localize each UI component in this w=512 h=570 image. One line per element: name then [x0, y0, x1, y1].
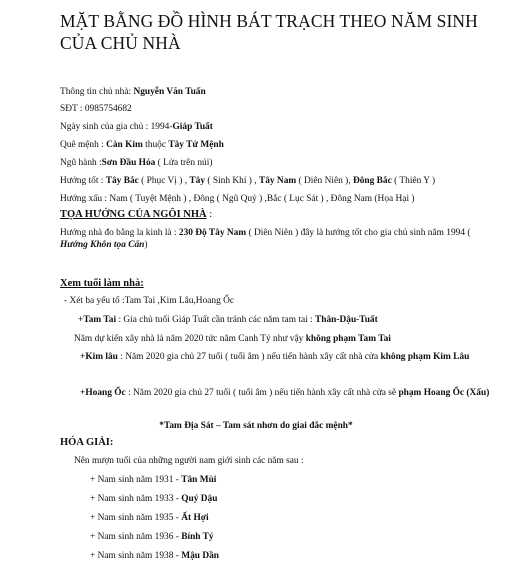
tam-tai-note: [74, 333, 391, 345]
tam-tai-label: +Tam Tai: [78, 315, 117, 325]
good-directions-line: [60, 175, 435, 187]
hoang-oc-label: +Hoang Ốc: [80, 388, 126, 398]
solution-item: [90, 512, 209, 524]
element-line: [60, 157, 212, 169]
orientation-text-3: ): [144, 240, 148, 250]
solution-item-name: Mậu Dần: [181, 551, 219, 561]
solution-item-name: Bính Tý: [181, 532, 214, 542]
bad-directions-line: Hướng xấu : Nam ( Tuyệt Mệnh ) , Đông ( Ngũ Quỷ ) ,Bắc ( Lục Sát ) , Đông Nam (Họa Hại ): [60, 194, 415, 204]
solution-item: [90, 531, 214, 543]
owner-line: [60, 86, 206, 98]
solution-item-prefix: + Nam sinh năm 1933 -: [90, 494, 182, 504]
good-dir-4: Đông Bắc: [352, 176, 392, 186]
origin-group: Tây Tứ Mệnh: [168, 140, 224, 150]
good-dir-4-note: ( Thiên Y ): [391, 176, 436, 186]
kim-lau-paragraph: [60, 351, 500, 363]
owner-name: Nguyễn Văn Tuấn: [133, 87, 206, 97]
origin-value: Càn Kim: [106, 140, 143, 150]
solution-item-prefix: + Nam sinh năm 1938 -: [90, 551, 182, 561]
kim-lau-text: : Năm 2020 gia chủ 27 tuổi ( tuổi âm ) nếu tiến hành xây cất nhà cửa: [117, 352, 381, 362]
orientation-heading-tail: :: [206, 209, 213, 220]
good-dir-1: Tây Bắc: [105, 176, 139, 186]
phone-line: [60, 103, 132, 115]
orientation-text-1: Hướng nhà đo bằng la kinh là :: [60, 228, 179, 238]
hoang-oc-result: phạm Hoang Ốc (Xấu): [398, 388, 490, 398]
orientation-paragraph: [60, 227, 490, 251]
hoang-oc-text: : Năm 2020 gia chủ 27 tuổi ( tuổi âm ) nếu tiến hành xây cất nhà cửa sẽ: [125, 388, 399, 398]
owner-label: Thông tin chủ nhà:: [60, 87, 132, 97]
good-dir-3: Tây Nam: [258, 176, 297, 186]
orientation-heading: [60, 209, 212, 221]
tam-tai-text: : Gia chủ tuổi Giáp Tuất cần tránh các năm tam tai :: [116, 315, 316, 325]
good-label: Hướng tốt :: [60, 176, 106, 186]
orientation-degree: 230 Độ Tây Nam: [178, 228, 247, 238]
solution-item-prefix: + Nam sinh năm 1931 -: [90, 475, 182, 485]
age-check-heading: [60, 278, 144, 290]
solution-item-name: Quý Dậu: [181, 494, 218, 504]
element-value: Sơn Đầu Hỏa: [101, 158, 156, 168]
solution-item: [90, 474, 216, 486]
good-dir-2-note: ( Sinh Khí ) ,: [205, 176, 259, 186]
orientation-direction: Hướng Khôn tọa Cấn: [60, 240, 145, 250]
element-note: ( Lửa trên núi): [155, 158, 213, 168]
kim-lau-result: không phạm Kim Lâu: [380, 352, 470, 362]
age-check-heading-text: Xem tuổi làm nhà:: [60, 278, 144, 289]
solution-intro: Nên mượn tuổi của những người nam giới sinh các năm sau :: [74, 456, 304, 466]
age-check-intro: - Xét ba yếu tố :Tam Tai ,Kim Lâu,Hoang Ốc: [64, 296, 235, 306]
tam-tai-years: Thân-Dậu-Tuất: [315, 315, 378, 325]
orientation-text-2: ( Diên Niên ) đây là hướng tốt cho gia chủ sinh năm 1994 (: [246, 228, 471, 238]
solution-item-prefix: + Nam sinh năm 1936 -: [90, 532, 182, 542]
birth-label: Ngày sinh của gia chủ : 1994-: [60, 122, 173, 132]
orientation-heading-text: TỌA HƯỚNG CỦA NGÔI NHÀ: [60, 209, 207, 220]
tam-tai-note-text: Năm dự kiến xây nhà là năm 2020 tức năm Canh Tý như vậy: [74, 334, 306, 344]
solution-item-name: Tân Mùi: [181, 475, 217, 485]
element-label: Ngũ hành :: [60, 158, 102, 168]
solution-item-name: Ất Hợi: [181, 513, 209, 523]
origin-label: Quê mệnh :: [60, 140, 107, 150]
good-dir-3-note: ( Diên Niên ),: [296, 176, 353, 186]
origin-line: [60, 139, 224, 151]
solution-item: [90, 493, 217, 505]
tam-tai-line: [78, 314, 378, 326]
origin-mid: thuộc: [142, 140, 169, 150]
hoang-oc-paragraph: [60, 387, 500, 399]
solution-item: [90, 550, 219, 562]
phone-label: SĐT :: [60, 104, 85, 114]
birth-line: [60, 121, 213, 133]
solution-item-prefix: + Nam sinh năm 1935 -: [90, 513, 182, 523]
good-dir-1-note: ( Phục Vị ) ,: [138, 176, 190, 186]
age-check-summary: *Tam Địa Sát – Tam sát nhơn do giai đắc mệnh*: [159, 421, 353, 431]
page-title: MẶT BẰNG ĐỒ HÌNH BÁT TRẠCH THEO NĂM SINH CỦA CHỦ NHÀ: [60, 11, 478, 53]
phone-value: 0985754682: [84, 104, 132, 114]
kim-lau-label: +Kim lâu: [80, 352, 118, 362]
birth-value: Giáp Tuất: [172, 122, 213, 132]
tam-tai-result: không phạm Tam Tai: [305, 334, 391, 344]
good-dir-2: Tây: [189, 176, 206, 186]
solution-heading: HÓA GIẢI:: [60, 437, 114, 448]
